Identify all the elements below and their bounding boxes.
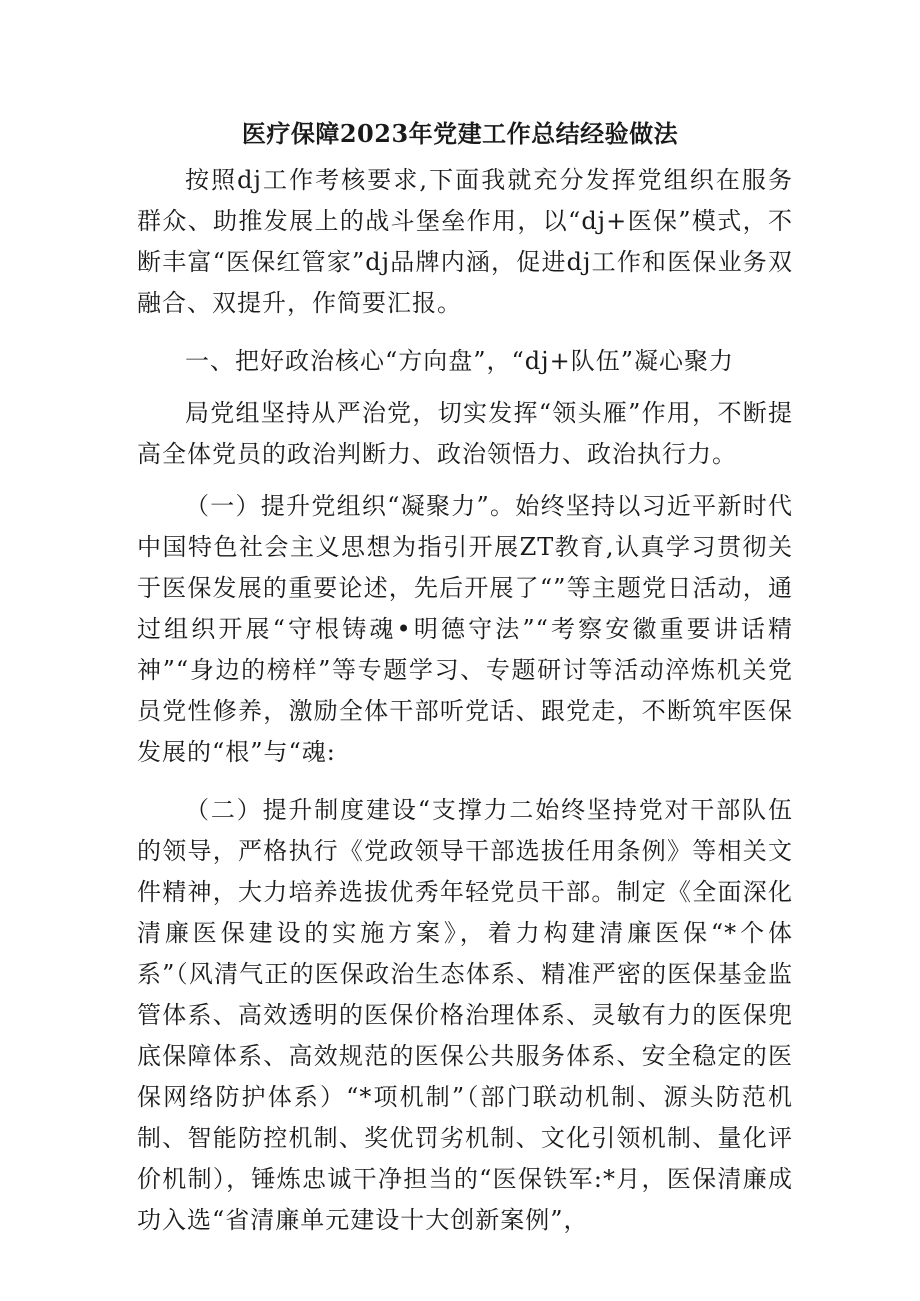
document-body	[137, 160, 793, 1241]
document-title: 医疗保障2023年党建工作总结经验做法	[241, 119, 679, 148]
section-heading-1: 一、把好政治核心“方向盘”，“dj+队伍”凝心聚力	[185, 347, 734, 375]
paragraph-section-1: 局党组坚持从严治党，切实发挥“领头雁”作用，不断提高全体党员的政治判断力、政治领悟力、政治执行力。	[137, 399, 793, 468]
paragraph-item-1: （一）提升党组织“凝聚力”。始终坚持以习近平新时代中国特色社会主义思想为指引开展ZT教育,认真学习贯彻关于医保发展的重要论述，先后开展了“”等主题党日活动，通过组织开展“守根铸魂•明德守法”“考察安徽重要讲话精神”“身边的榜样”等专题学习、专题研讨等活动淬炼机关党员党性修养，激励全体干部听党话、跟党走，不断筑牢医保发展的“根”与“魂:	[137, 492, 793, 766]
paragraph-intro: 按照dj工作考核要求,下面我就充分发挥党组织在服务群众、助推发展上的战斗堡垒作用，以“dj+医保”模式，不断丰富“医保红管家”dj品牌内涵，促进dj工作和医保业务双融合、双提升，作简要汇报。	[137, 166, 793, 317]
paragraph-item-2: （二）提升制度建设“支撑力二始终坚持党对干部队伍的领导，严格执行《党政领导干部选拔任用条例》等相关文件精神，大力培养选拔优秀年轻党员干部。制定《全面深化清廉医保建设的实施方案》，着力构建清廉医保“*个体系”（风清气正的医保政治生态体系、精准严密的医保基金监管体系、高效透明的医保价格治理体系、灵敏有力的医保兜底保障体系、高效规范的医保公共服务体系、安全稳定的医保网络防护体系）“*项机制”（部门联动机制、源头防范机制、智能防控机制、奖优罚劣机制、文化引领机制、量化评价机制），锤炼忠诚干净担当的“医保铁军:*月，医保清廉成功入选“省清廉单元建设十大创新案例”，	[137, 796, 793, 1234]
